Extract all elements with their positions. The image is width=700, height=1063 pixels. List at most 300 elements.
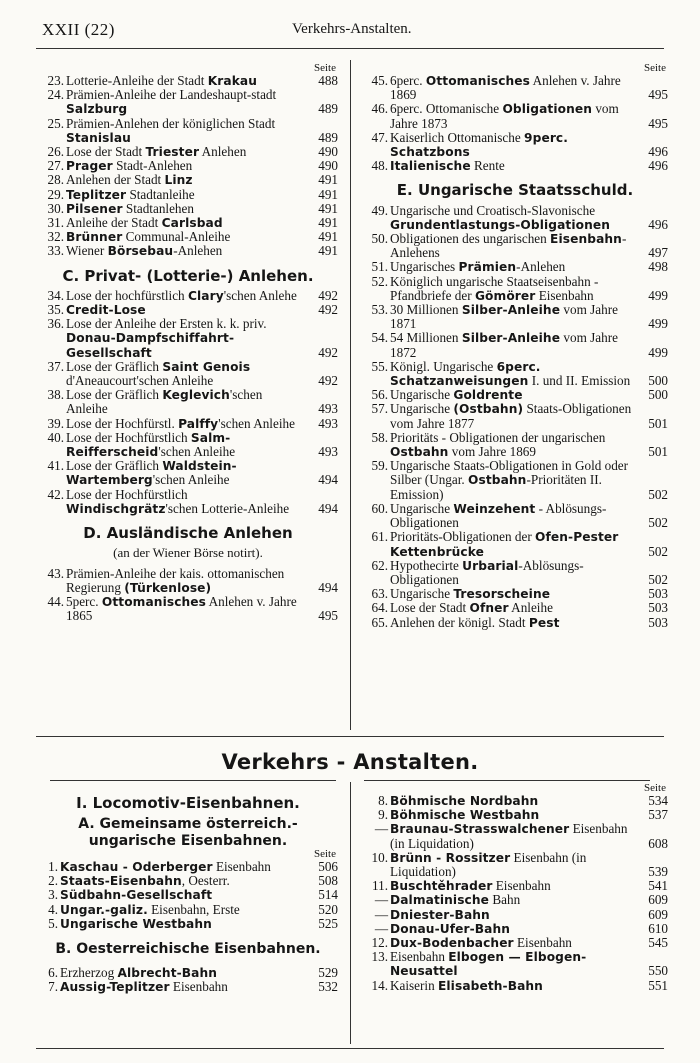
entry-text	[66, 244, 304, 258]
entry-page: 500	[648, 387, 668, 403]
entry-suffix: vom Jahre 1872	[390, 330, 618, 360]
list-b	[38, 966, 338, 994]
entry-page: 491	[318, 172, 338, 188]
list-item	[362, 922, 668, 936]
entry-keyword: Prämien	[458, 260, 517, 275]
entry-suffix: -Anlehen	[173, 243, 223, 259]
entry-keyword: 9perc. Schatzbons	[390, 130, 568, 160]
section-a-title: A. Gemeinsame österreich.-ungarische Eisenbahnen.	[78, 816, 298, 849]
entry-text	[390, 601, 634, 615]
list-item	[362, 360, 668, 388]
entry-number: 43.	[47, 565, 64, 581]
entry-page: 502	[648, 571, 668, 587]
entry-suffix: Rente	[470, 158, 505, 174]
entry-page: 491	[318, 186, 338, 202]
entry-suffix: Eisenbahn (in Liquidation)	[390, 821, 628, 851]
entry-suffix: -Ablösungs-Obligationen	[390, 557, 584, 587]
entry-text	[66, 230, 304, 244]
footer-rule	[36, 1048, 664, 1049]
entry-text	[390, 850, 586, 879]
entry-text	[390, 559, 634, 587]
entry-text	[66, 388, 304, 416]
entry-text	[66, 202, 304, 216]
entry-suffix: Eisenbahn (in Liquidation)	[390, 849, 587, 880]
entry-page: 539	[648, 864, 668, 880]
list-item	[38, 88, 338, 116]
entry-number: 59.	[371, 458, 388, 474]
entry-keyword: Tresorscheine	[453, 587, 551, 602]
entry-keyword: Ostbahn	[468, 473, 527, 488]
entry-suffix: vom Jahre 1871	[390, 302, 618, 332]
entry-page: 520	[318, 901, 338, 917]
column-divider	[350, 60, 351, 730]
entry-page: 506	[318, 859, 338, 874]
entry-suffix: - Ablösungs-Obligationen	[390, 500, 607, 531]
entry-page: 610	[648, 920, 668, 936]
entry-page: 541	[648, 878, 668, 894]
entry-page: 492	[318, 373, 338, 389]
entry-number: 25.	[47, 115, 64, 131]
entry-prefix: Obligationen des ungarischen	[390, 231, 551, 247]
entry-text	[390, 102, 634, 130]
entry-text	[390, 530, 634, 558]
list-item	[38, 488, 338, 516]
entry-page: 609	[648, 892, 668, 908]
entry-page: 508	[318, 873, 338, 889]
entry-suffix: 'schen Anleihe	[66, 387, 263, 417]
entry-page: 534	[648, 793, 668, 808]
list-right	[362, 74, 668, 173]
entry-text	[60, 979, 228, 994]
entry-text	[390, 949, 586, 978]
entry-text	[390, 807, 539, 822]
entry-prefix: Hypothecirte	[390, 557, 463, 573]
entry-text	[60, 965, 217, 980]
entry-keyword: Elisabeth-Bahn	[437, 978, 543, 993]
entry-text	[390, 74, 634, 102]
entry-number: —	[374, 821, 388, 837]
entry-number: 2.	[48, 873, 58, 889]
entry-number: 3.	[48, 887, 58, 903]
entry-text	[390, 935, 572, 950]
entry-prefix: 6perc.	[390, 73, 426, 88]
entry-suffix: -Prioritäten II. Emission)	[390, 472, 602, 502]
entry-number: 48.	[371, 158, 388, 174]
list-item	[362, 459, 668, 502]
entry-page: 489	[318, 101, 338, 117]
entry-text	[66, 595, 304, 623]
entry-number: —	[374, 920, 388, 936]
entry-number: 27.	[47, 158, 64, 174]
list-item	[38, 216, 338, 230]
list-item	[362, 794, 668, 808]
entry-keyword: Salzburg	[66, 102, 128, 117]
entry-text	[390, 260, 634, 274]
list-item	[38, 289, 338, 303]
entry-number: 8.	[378, 793, 388, 808]
entry-text	[390, 978, 543, 993]
list-item	[38, 966, 338, 980]
entry-text	[60, 902, 240, 917]
entry-text	[60, 916, 212, 931]
entry-number: 49.	[371, 202, 388, 218]
entry-prefix: Kaiserin	[390, 977, 438, 993]
entry-text	[66, 173, 304, 187]
entry-keyword: Ofner	[469, 601, 509, 616]
entry-number: 63.	[371, 586, 388, 602]
entry-suffix: Staats-Obligationen vom Jahre 1877	[390, 401, 632, 431]
entry-page: 496	[648, 158, 668, 174]
seite-label: Seite	[314, 62, 336, 74]
list-item	[362, 587, 668, 601]
entry-prefix: Ungarisches	[390, 259, 459, 275]
section-b-title: B. Oesterreichische Eisenbahnen.	[55, 941, 321, 958]
entry-prefix: Anleihe der Stadt	[66, 215, 162, 231]
entry-keyword: 6perc. Schatzanweisungen	[390, 359, 541, 389]
list-item	[38, 595, 338, 623]
entry-prefix: Prioritäts-Obligationen der	[390, 529, 536, 545]
entry-text	[66, 567, 304, 595]
list-item	[362, 950, 668, 978]
entry-page: 537	[648, 807, 668, 823]
entry-number: 61.	[371, 529, 388, 545]
entry-number: 1.	[48, 859, 58, 874]
lower-right-column	[362, 782, 668, 993]
list-left	[38, 74, 338, 259]
entry-keyword: Ofen-Pester Kettenbrücke	[390, 530, 619, 559]
entry-number: 10.	[371, 849, 388, 865]
entry-keyword: Börsebau	[107, 244, 174, 259]
entry-suffix: Eisenbahn	[513, 935, 572, 951]
entry-keyword: Elbogen — Elbogen-Neusattel	[390, 950, 587, 979]
entry-number: 13.	[371, 949, 388, 965]
entry-number: —	[374, 892, 388, 908]
entry-keyword: Albrecht-Bahn	[117, 966, 218, 981]
entry-text	[390, 159, 634, 173]
right-column	[362, 62, 668, 630]
title-underline-left	[50, 780, 336, 781]
entry-suffix: I. und II. Emission	[528, 373, 631, 389]
running-title: Verkehrs-Anstalten.	[292, 21, 412, 37]
entry-text	[66, 303, 304, 317]
entry-text	[390, 360, 634, 388]
entry-suffix: -Anlehen	[516, 259, 566, 275]
entry-keyword: Braunau-Strasswalchener	[390, 822, 570, 837]
entry-page: 492	[318, 344, 338, 360]
entry-keyword: Südbahn-Gesellschaft	[60, 888, 213, 903]
entry-keyword: Clary	[187, 288, 224, 303]
list-item	[362, 879, 668, 893]
list-item	[362, 159, 668, 173]
list-d	[38, 567, 338, 624]
list-item	[362, 131, 668, 159]
entry-page: 497	[648, 245, 668, 261]
entry-number: 40.	[47, 429, 64, 445]
entry-suffix: vom Jahre 1869	[448, 444, 536, 460]
entry-prefix: Ungarische	[390, 401, 454, 417]
list-item	[38, 874, 338, 888]
entry-prefix: Prioritäts - Obligationen der ungarischen	[390, 429, 606, 445]
entry-text	[390, 921, 510, 936]
entry-keyword: Silber-Anleihe	[461, 331, 561, 346]
entry-page: 493	[318, 444, 338, 460]
entry-keyword: Saint Genois	[162, 359, 251, 374]
list-item	[38, 888, 338, 902]
section-i-title: I. Locomotiv-Eisenbahnen.	[76, 794, 300, 812]
list-item	[38, 317, 338, 360]
entry-number: 5.	[48, 915, 58, 931]
entry-page: 550	[648, 963, 668, 979]
entry-prefix: Lose der Stadt	[390, 600, 470, 616]
entry-page: 493	[318, 415, 338, 431]
entry-suffix: 'schen Anlehe	[223, 287, 297, 303]
list-item	[362, 530, 668, 558]
entry-suffix: Anlehen v. Jahre 1869	[390, 73, 621, 103]
entry-keyword: Böhmische Westbahn	[390, 808, 540, 823]
list-item	[38, 202, 338, 216]
entry-number: 41.	[47, 458, 64, 474]
entry-number: 37.	[47, 358, 64, 374]
list-item	[38, 74, 338, 88]
entry-number: 64.	[371, 600, 388, 616]
entry-number: 50.	[371, 231, 388, 247]
entry-prefix: 6perc. Ottomanische	[390, 101, 503, 117]
entry-suffix: 'schen Lotterie-Anleihe	[165, 500, 290, 516]
list-item	[362, 331, 668, 359]
list-item	[362, 388, 668, 402]
entry-number: 14.	[371, 977, 388, 993]
entry-keyword: Ungar.-galiz.	[60, 902, 148, 917]
title-underline-right	[364, 780, 650, 781]
left-column	[38, 62, 338, 623]
entry-prefix: 5perc.	[66, 593, 102, 609]
entry-page: 514	[318, 887, 338, 903]
entry-page: 489	[318, 129, 338, 145]
entry-text	[66, 74, 304, 88]
entry-page: 609	[648, 906, 668, 922]
section-e-title: E. Ungarische Staatsschuld.	[396, 181, 634, 200]
section-d-title: D. Ausländische Anlehen	[83, 524, 293, 543]
entry-text	[66, 145, 304, 159]
entry-keyword: Carlsbad	[161, 216, 223, 231]
entry-page: 491	[318, 215, 338, 231]
entry-keyword: Linz	[164, 173, 193, 188]
entry-page: 492	[318, 302, 338, 318]
entry-text	[390, 892, 520, 907]
seite-label-lower-right: Seite	[644, 782, 666, 794]
entry-keyword: Gömörer	[474, 288, 536, 303]
entry-number: 9.	[378, 807, 388, 823]
entry-number: 56.	[371, 387, 388, 403]
entry-text	[390, 459, 634, 502]
entry-suffix: 'schen Anleihe	[218, 415, 295, 431]
list-item	[38, 417, 338, 431]
list-item	[38, 860, 338, 874]
entry-suffix: Anlehen v. Jahre 1865	[66, 593, 297, 624]
list-item	[362, 74, 668, 102]
list-item	[38, 388, 338, 416]
entry-page: 502	[648, 486, 668, 502]
lower-left-column	[38, 788, 338, 994]
page-number: XXII (22)	[42, 20, 115, 39]
list-item	[38, 188, 338, 202]
list-item	[362, 204, 668, 232]
entry-prefix: Prämien-Anleihe der Landeshaupt-stadt	[66, 87, 277, 103]
entry-text	[60, 887, 212, 902]
seite-label-lower: Seite	[314, 848, 336, 860]
entry-page: 502	[648, 543, 668, 559]
entry-prefix: Lose der Gräflich	[66, 458, 163, 474]
entry-keyword: Ottomanisches	[425, 74, 531, 88]
entry-number: 26.	[47, 144, 64, 160]
entry-prefix: Eisenbahn	[390, 949, 449, 965]
entry-prefix: Prämien-Anleihe der kais. ottomanischen Regierung	[66, 565, 285, 595]
entry-prefix: Lose der Hochfürstlich	[66, 486, 188, 502]
entry-suffix: Eisenbahn, Erste	[147, 901, 240, 917]
entry-prefix: Anlehen der Stadt	[66, 172, 165, 188]
list-item	[38, 303, 338, 317]
entry-text	[390, 907, 490, 922]
entry-text	[390, 303, 634, 331]
list-item	[38, 431, 338, 459]
entry-number: 62.	[371, 557, 388, 573]
entry-keyword: Brünn - Rossitzer	[390, 850, 511, 865]
list-item	[38, 459, 338, 487]
entry-suffix: Stadtanlehen	[122, 200, 194, 216]
entry-number: 44.	[47, 593, 64, 609]
lower-column-divider	[350, 782, 351, 1044]
list-item	[362, 260, 668, 274]
entry-keyword: Aussig-Teplitzer	[60, 980, 170, 995]
list-item	[362, 303, 668, 331]
entry-keyword: Stanislau	[66, 130, 131, 145]
entry-text	[60, 859, 271, 874]
entry-suffix: Communal-Anleihe	[122, 229, 231, 245]
entry-keyword: Donau-Ufer-Bahn	[390, 921, 511, 936]
entry-keyword: Salm-Reifferscheid	[66, 430, 231, 460]
entry-number: 36.	[47, 316, 64, 332]
entry-text	[390, 431, 634, 459]
entry-text	[390, 821, 628, 850]
entry-suffix: Bahn	[489, 892, 521, 908]
entry-keyword: Silber-Anleihe	[461, 303, 561, 318]
entry-prefix: Lose der Anleihe der Ersten k. k. priv.	[66, 316, 267, 332]
entry-number: 29.	[47, 186, 64, 202]
section-divider	[36, 736, 664, 737]
entry-prefix: Erzherzog	[60, 965, 118, 981]
entry-suffix: Stadtanleihe	[126, 186, 195, 202]
entry-prefix: Lose der Hochfürstlich	[66, 429, 191, 445]
entry-prefix: Wiener	[66, 243, 108, 259]
entry-page: 491	[318, 243, 338, 259]
entry-text	[390, 587, 634, 601]
entry-keyword: (Türkenlose)	[124, 580, 212, 595]
entry-keyword: Urbarial	[462, 558, 519, 573]
entry-keyword: Weinzehent	[453, 501, 536, 516]
entry-prefix: Lose der Hochfürstl.	[66, 415, 179, 431]
entry-keyword: Eisenbahn	[550, 232, 622, 247]
entry-text	[390, 402, 634, 430]
entry-suffix: Anleihe	[508, 600, 553, 616]
entry-suffix: Anlehen	[199, 144, 247, 160]
entry-number: 24.	[47, 87, 64, 103]
entry-number: 52.	[371, 273, 388, 289]
entry-number: 42.	[47, 486, 64, 502]
entry-keyword: Buschtěhrader	[390, 879, 493, 894]
entry-number: 51.	[371, 259, 388, 275]
entry-text	[66, 188, 304, 202]
entry-prefix: 30 Millionen	[390, 302, 462, 318]
entry-suffix: 'schen Anleihe	[152, 472, 230, 488]
list-item	[362, 979, 668, 993]
entry-keyword: Ottomanisches	[101, 594, 207, 609]
entry-prefix: Lose der hochfürstlich	[66, 287, 188, 303]
entry-keyword: Kaschau - Oderberger	[60, 860, 213, 874]
entry-keyword: Dalmatinische	[390, 893, 490, 908]
entry-number: 46.	[371, 101, 388, 117]
entry-page: 500	[648, 373, 668, 389]
entry-text	[390, 131, 634, 159]
entry-number: 54.	[371, 330, 388, 346]
entry-keyword: Dux-Bodenbacher	[390, 936, 514, 951]
entry-keyword: Waldstein-Wartemberg	[66, 459, 237, 488]
entry-keyword: Windischgrätz	[66, 501, 166, 516]
entry-number: —	[374, 906, 388, 922]
entry-page: 496	[648, 144, 668, 160]
entry-page: 493	[318, 401, 338, 417]
entry-text	[60, 873, 230, 888]
entry-keyword: Ungarische Westbahn	[60, 916, 212, 931]
entry-keyword: Goldrente	[453, 388, 523, 403]
entry-page: 494	[318, 472, 338, 488]
entry-prefix: Kaiserlich Ottomanische	[390, 129, 525, 145]
entry-number: 39.	[47, 415, 64, 431]
section-c-title: C. Privat- (Lotterie-) Anlehen.	[62, 266, 314, 285]
list-item	[38, 173, 338, 187]
entry-prefix: Ungarische und Croatisch-Slavonische	[390, 202, 596, 218]
list-item	[362, 601, 668, 615]
entry-page: 490	[318, 144, 338, 160]
entry-page: 495	[648, 87, 668, 103]
entry-text	[390, 204, 634, 232]
entry-keyword: Böhmische Nordbahn	[390, 794, 539, 808]
entry-text	[66, 117, 304, 145]
entry-text	[390, 793, 538, 808]
entry-number: 38.	[47, 387, 64, 403]
entry-text	[390, 502, 634, 530]
entry-keyword: Triester	[145, 145, 200, 160]
entry-page: 608	[648, 835, 668, 851]
entry-suffix: vom Jahre 1873	[390, 101, 619, 131]
entry-prefix: 54 Millionen	[390, 330, 462, 346]
list-item	[362, 936, 668, 950]
entry-suffix: Eisenbahn	[535, 287, 594, 303]
entry-keyword: Staats-Eisenbahn	[60, 874, 182, 889]
entry-text	[66, 360, 304, 388]
entry-prefix: Ungarische Staats-Obligationen in Gold oder Silber (Ungar.	[390, 458, 629, 488]
entry-page: 501	[648, 415, 668, 431]
entry-suffix: 'schen Anleihe	[158, 444, 236, 460]
list-lower-right	[362, 794, 668, 993]
list-item	[362, 559, 668, 587]
list-item	[38, 980, 338, 994]
entry-text	[390, 232, 634, 260]
list-item	[362, 851, 668, 879]
entry-text	[66, 289, 304, 303]
entry-text	[66, 431, 304, 459]
entry-page: 496	[648, 216, 668, 232]
list-item	[362, 275, 668, 303]
